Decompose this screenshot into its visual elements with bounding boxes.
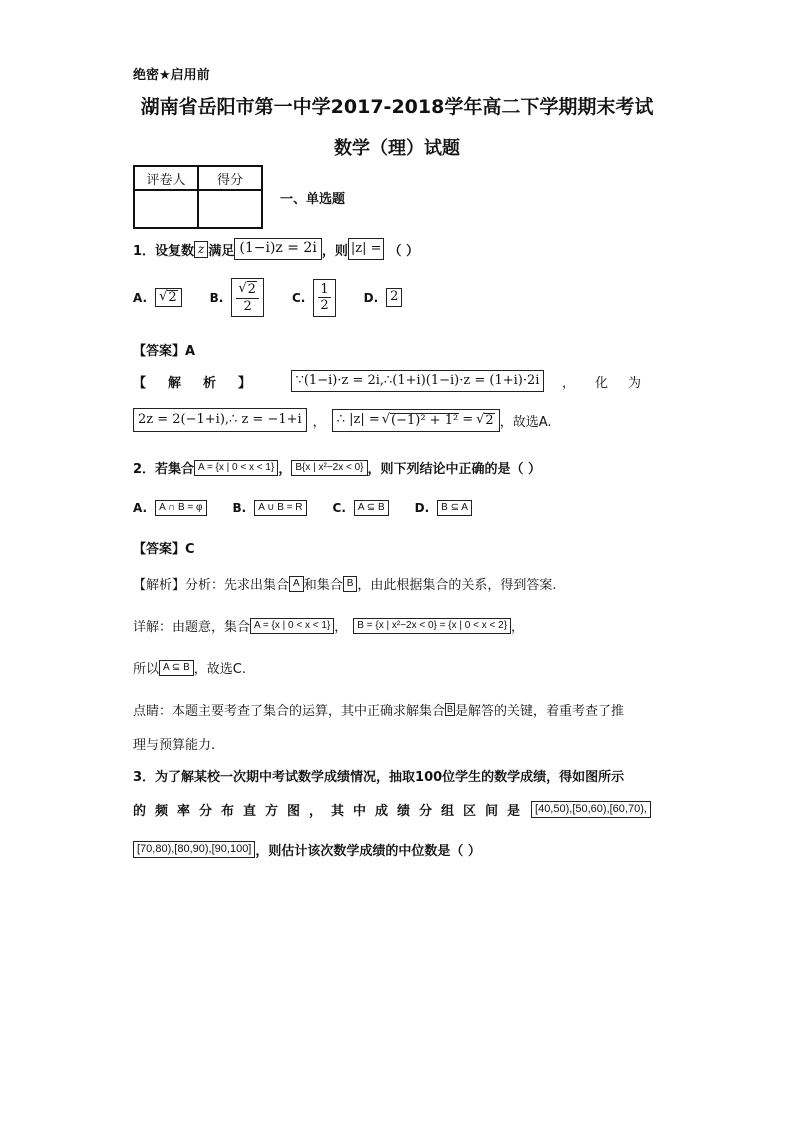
q2-detail-set-b-box: B = {x | x²−2x < 0} = {x | 0 < x < 2} (353, 618, 511, 634)
q3-intervals-box1: [40,50),[50,60),[60,70), (531, 801, 651, 818)
q2-comma: ， (278, 462, 292, 477)
q2-conclusion (133, 658, 246, 677)
confidential-label: 绝密★启用前 (133, 68, 210, 83)
q1-option-b-numerator: 2 (247, 282, 256, 297)
q1-stem (133, 238, 419, 260)
q1-ask: ，则 (321, 243, 348, 259)
q2-analysis-rest: ，由此根据集合的关系，得到答案. (357, 578, 557, 593)
q1-abs-z-box: |z| = (348, 238, 385, 260)
score-table-score-cell[interactable] (198, 190, 262, 228)
q1-analysis-label: 【解析】 (133, 375, 274, 391)
q2-detail (133, 616, 524, 635)
q1-modulus-equals: = (462, 412, 474, 427)
sqrt-icon: √ (381, 411, 391, 427)
q2-analysis-set-a: A (289, 576, 304, 592)
q1-mid: 满足 (208, 243, 235, 259)
q1-analysis-line2 (133, 408, 552, 432)
q2-detail-comma: ， (334, 620, 348, 635)
q1-modulus-radicand: (−1)² + 1² (391, 412, 459, 428)
q2-stem (133, 458, 541, 477)
q1-condition-box: (1−i)z = 2i (234, 238, 321, 259)
q2-comment-line2: 理与预算能力. (133, 738, 216, 753)
q1-option-c-label: C. (291, 290, 306, 305)
q2-detail-end: ， (511, 620, 525, 635)
q1-option-a-box[interactable] (155, 288, 182, 307)
q1-prefix: 1．设复数 (133, 243, 195, 259)
q2-conclusion-intro: 所以 (133, 662, 160, 677)
q1-option-b-box[interactable] (231, 278, 264, 317)
q1-simplify-box: 2z = 2(−1+i),∴ z = −1+i (133, 408, 307, 432)
q2-option-d-label: D. (414, 501, 430, 515)
q1-line2-comma: ， (312, 414, 326, 430)
q2-comment-rest: 是解答的关键，着重考查了推 (455, 704, 625, 719)
q1-option-c-box[interactable] (313, 279, 335, 317)
q2-option-d-box[interactable]: B ⊆ A (437, 500, 472, 516)
q2-conclusion-box: A ⊆ B (159, 660, 194, 676)
q3-line2 (133, 800, 651, 819)
q1-tail: （ ） (388, 243, 420, 259)
q1-option-b-label: B. (209, 290, 224, 305)
sqrt-icon: √ (476, 411, 485, 427)
q1-option-b-denominator: 2 (243, 298, 252, 314)
q2-analysis-intro: 【解析】分析：先求出集合 (133, 578, 290, 593)
q2-options (133, 500, 472, 516)
q2-prefix: 2．若集合 (133, 462, 195, 477)
q2-detail-intro: 详解：由题意，集合 (133, 620, 251, 635)
exam-subtitle: 数学（理）试题 (334, 138, 460, 159)
score-table-grader-cell[interactable] (134, 190, 198, 228)
score-table-grader-header: 评卷人 (134, 166, 198, 190)
section-heading: 一、单选题 (280, 192, 346, 207)
score-table-score-header: 得分 (198, 166, 262, 190)
q2-option-a-box[interactable]: A ∩ B = φ (155, 500, 206, 516)
sqrt-icon: √ (159, 288, 168, 304)
q1-analysis-box: ∵(1−i)·z = 2i,∴(1+i)(1−i)·z = (1+i)·2i (291, 370, 545, 392)
q2-conclusion-tail: ，故选C. (193, 662, 246, 677)
q2-detail-set-a-box: A = {x | 0 < x < 1} (250, 618, 334, 634)
q2-comment-intro: 点睛：本题主要考查了集合的运算，其中正确求解集合 (133, 704, 446, 719)
q2-option-c-label: C. (332, 501, 346, 515)
q2-answer: 【答案】C (133, 542, 195, 557)
q1-option-a-label: A. (133, 290, 148, 305)
q3-line1: 3．为了解某校一次期中考试数学成绩情况，抽取100位学生的数学成绩，得如图所示 (133, 770, 625, 785)
exam-title: 湖南省岳阳市第一中学2017-2018学年高二下学期期末考试 (140, 96, 654, 118)
q1-option-c-numerator: 1 (320, 281, 329, 297)
q2-tail: ，则下列结论中正确的是（ ） (367, 462, 542, 477)
q2-analysis (133, 574, 557, 593)
q2-comment-set-b: B (447, 704, 454, 715)
q1-options (133, 278, 402, 317)
q3-line3 (133, 840, 481, 859)
q1-option-c-denominator: 2 (320, 298, 329, 314)
q2-option-b-label: B. (232, 501, 247, 515)
sqrt-icon: √ (238, 281, 247, 296)
q1-option-d-box[interactable]: 2 (386, 288, 402, 306)
score-table (133, 165, 263, 229)
q1-analysis-tail: ，化为 (561, 375, 661, 391)
q2-analysis-set-b: B (343, 576, 358, 592)
q2-option-a-label: A. (133, 501, 148, 515)
q3-line2-text: 的频率分布直方图，其中成绩分组区间是 (133, 804, 530, 819)
q2-set-b-box: B{x | x²−2x < 0} (291, 460, 367, 476)
q1-modulus-box (332, 409, 500, 432)
q1-modulus-prefix: ∴ |z| = (336, 412, 380, 427)
q3-intervals-box2: [70,80),[80,90),[90,100] (133, 841, 255, 858)
q1-option-d-label: D. (363, 290, 379, 305)
q2-option-b-box[interactable]: A ∪ B = R (254, 500, 306, 516)
q2-option-c-box[interactable]: A ⊆ B (354, 500, 389, 516)
q1-z-box: z (194, 241, 208, 258)
q1-modulus-result: 2 (485, 412, 494, 428)
q1-line2-tail: ，故选A. (499, 414, 552, 430)
q3-line3-tail: ，则估计该次数学成绩的中位数是（ ） (255, 844, 481, 859)
q1-analysis-line1 (133, 370, 661, 392)
q2-analysis-and: 和集合 (303, 578, 343, 593)
q1-answer: 【答案】A (133, 344, 196, 359)
q2-comment-line1 (133, 700, 624, 719)
q1-option-a-value: 2 (168, 289, 177, 305)
q2-set-a-box: A = {x | 0 < x < 1} (194, 460, 278, 476)
